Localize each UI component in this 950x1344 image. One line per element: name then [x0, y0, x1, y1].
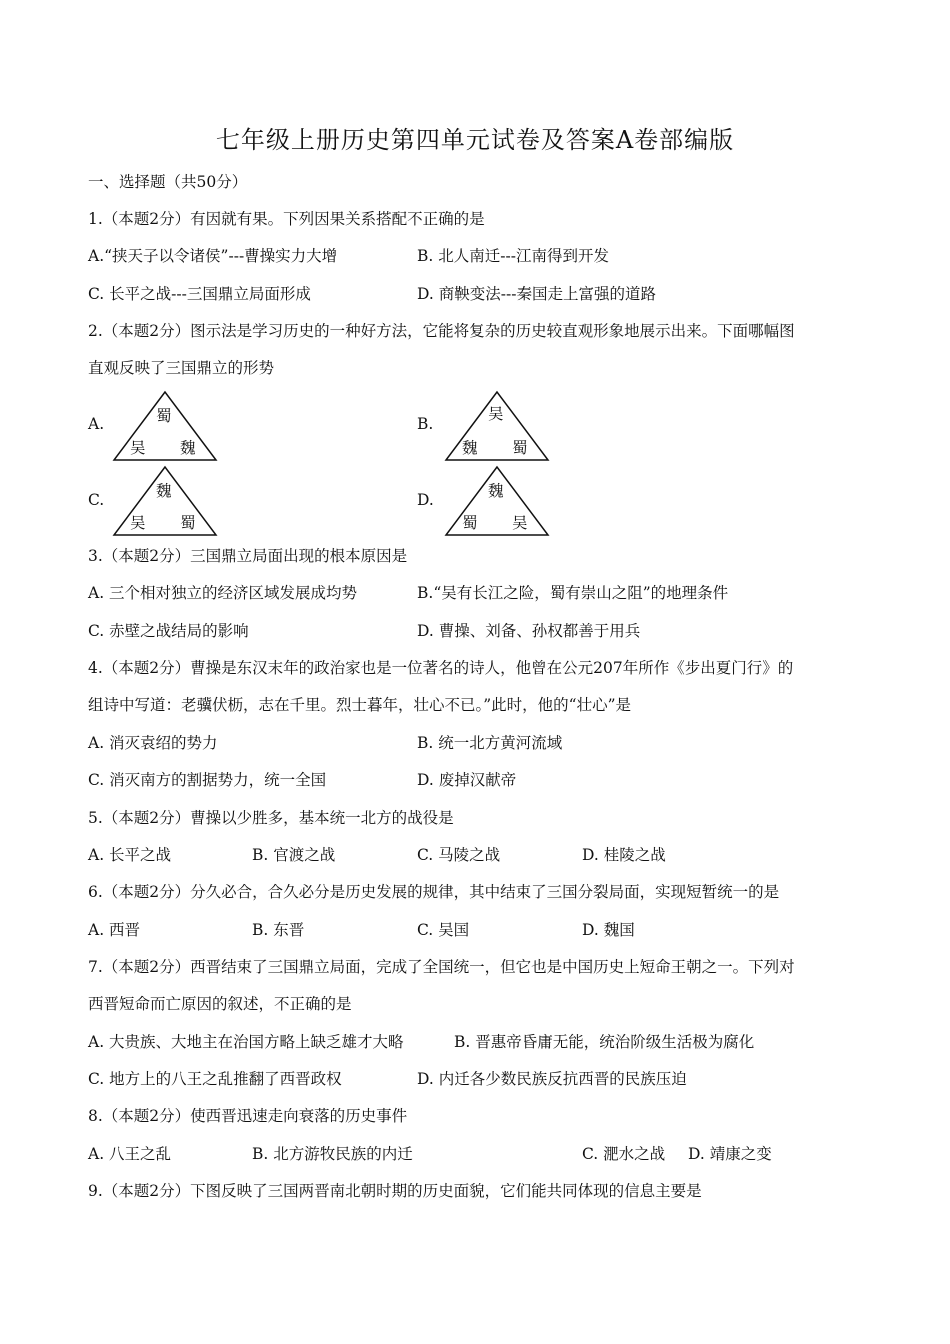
question-3-stem: 3.（本题2分）三国鼎立局面出现的根本原因是 [88, 547, 408, 565]
diagram-b-left-label: 魏 [462, 439, 478, 457]
diagram-d-right-label: 吴 [512, 514, 528, 532]
question-5-option-c: C. 马陵之战 [417, 846, 501, 864]
question-8-option-b: B. 北方游牧民族的内迁 [252, 1145, 413, 1163]
question-4-option-c: C. 消灭南方的割据势力，统一全国 [88, 771, 327, 789]
question-4-option-b: B. 统一北方黄河流域 [417, 734, 563, 752]
triangle-diagram-a [112, 390, 218, 462]
page-title: 七年级上册历史第四单元试卷及答案A卷部编版 [215, 126, 735, 154]
diagram-b-right-label: 蜀 [512, 439, 528, 457]
question-7-option-c: C. 地方上的八王之乱推翻了西晋政权 [88, 1070, 342, 1088]
question-6-option-c: C. 吴国 [417, 921, 470, 939]
question-9-stem: 9.（本题2分）下图反映了三国两晋南北朝时期的历史面貌，它们能共同体现的信息主要是 [88, 1182, 702, 1200]
question-5-option-b: B. 官渡之战 [252, 846, 336, 864]
question-6-option-b: B. 东晋 [252, 921, 305, 939]
triangle-diagram-c [112, 465, 218, 537]
diagram-d-left-label: 蜀 [462, 514, 478, 532]
question-7-stem-line-1: 7.（本题2分）西晋结束了三国鼎立局面，完成了全国统一，但它也是中国历史上短命王朝之一。下列对 [88, 958, 795, 976]
question-3-option-b: B.“吴有长江之险，蜀有崇山之阻”的地理条件 [417, 584, 729, 602]
diagram-c-top-label: 魏 [156, 482, 172, 500]
question-4-stem-line-2: 组诗中写道：老骥伏枥，志在千里。烈士暮年，壮心不已。”此时，他的“壮心”是 [88, 696, 632, 714]
triangle-diagram-b [444, 390, 550, 462]
question-7-option-d: D. 内迁各少数民族反抗西晋的民族压迫 [417, 1070, 687, 1088]
question-3-option-d: D. 曹操、刘备、孙权都善于用兵 [417, 622, 641, 640]
question-8-option-d: D. 靖康之变 [688, 1145, 772, 1163]
diagram-c-right-label: 蜀 [180, 514, 196, 532]
question-3-option-c: C. 赤壁之战结局的影响 [88, 622, 249, 640]
question-1-option-c: C. 长平之战---三国鼎立局面形成 [88, 285, 311, 303]
section-heading: 一、选择题（共50分） [88, 173, 248, 191]
question-7-option-b: B. 晋惠帝昏庸无能，统治阶级生活极为腐化 [454, 1033, 755, 1051]
question-8-option-c: C. 淝水之战 [582, 1145, 666, 1163]
question-1-option-b: B. 北人南迁---江南得到开发 [417, 247, 609, 265]
diagram-b-top-label: 吴 [488, 405, 504, 423]
diagram-a-right-label: 魏 [180, 439, 196, 457]
question-8-stem: 8.（本题2分）使西晋迅速走向衰落的历史事件 [88, 1107, 408, 1125]
diagram-a-left-label: 吴 [130, 439, 146, 457]
question-7-stem-line-2: 西晋短命而亡原因的叙述，不正确的是 [88, 995, 352, 1013]
question-2-option-c: C. [88, 491, 105, 509]
question-5-stem: 5.（本题2分）曹操以少胜多，基本统一北方的战役是 [88, 809, 454, 827]
question-5-option-a: A. 长平之战 [88, 846, 172, 864]
question-1-option-a: A.“挟天子以令诸侯”---曹操实力大增 [88, 247, 338, 265]
question-4-option-a: A. 消灭袁绍的势力 [88, 734, 218, 752]
question-7-option-a: A. 大贵族、大地主在治国方略上缺乏雄才大略 [88, 1033, 404, 1051]
triangle-diagram-d [444, 465, 550, 537]
question-5-option-d: D. 桂陵之战 [582, 846, 666, 864]
diagram-c-left-label: 吴 [130, 514, 146, 532]
triangle-shape [112, 390, 218, 462]
question-8-option-a: A. 八王之乱 [88, 1145, 172, 1163]
question-2-option-a: A. [88, 415, 105, 433]
triangle-shape [112, 465, 218, 537]
triangle-shape [444, 465, 550, 537]
question-2-option-d: D. [417, 491, 434, 509]
question-4-stem-line-1: 4.（本题2分）曹操是东汉末年的政治家也是一位著名的诗人，他曾在公元207年所作《步出夏门行》的 [88, 659, 794, 677]
question-3-option-a: A. 三个相对独立的经济区域发展成均势 [88, 584, 358, 602]
question-2-stem-line-2: 直观反映了三国鼎立的形势 [88, 359, 275, 377]
question-6-option-d: D. 魏国 [582, 921, 635, 939]
question-1-stem: 1.（本题2分）有因就有果。下列因果关系搭配不正确的是 [88, 210, 485, 228]
question-2-option-b: B. [417, 415, 434, 433]
question-4-option-d: D. 废掉汉献帝 [417, 771, 517, 789]
diagram-a-top-label: 蜀 [156, 407, 172, 425]
question-6-option-a: A. 西晋 [88, 921, 141, 939]
question-6-stem: 6.（本题2分）分久必合，合久必分是历史发展的规律，其中结束了三国分裂局面，实现短暂统一的是 [88, 883, 780, 901]
diagram-d-top-label: 魏 [488, 482, 504, 500]
question-2-stem-line-1: 2.（本题2分）图示法是学习历史的一种好方法，它能将复杂的历史较直观形象地展示出来。下面哪幅图 [88, 322, 795, 340]
question-1-option-d: D. 商鞅变法---秦国走上富强的道路 [417, 285, 656, 303]
triangle-shape [444, 390, 550, 462]
